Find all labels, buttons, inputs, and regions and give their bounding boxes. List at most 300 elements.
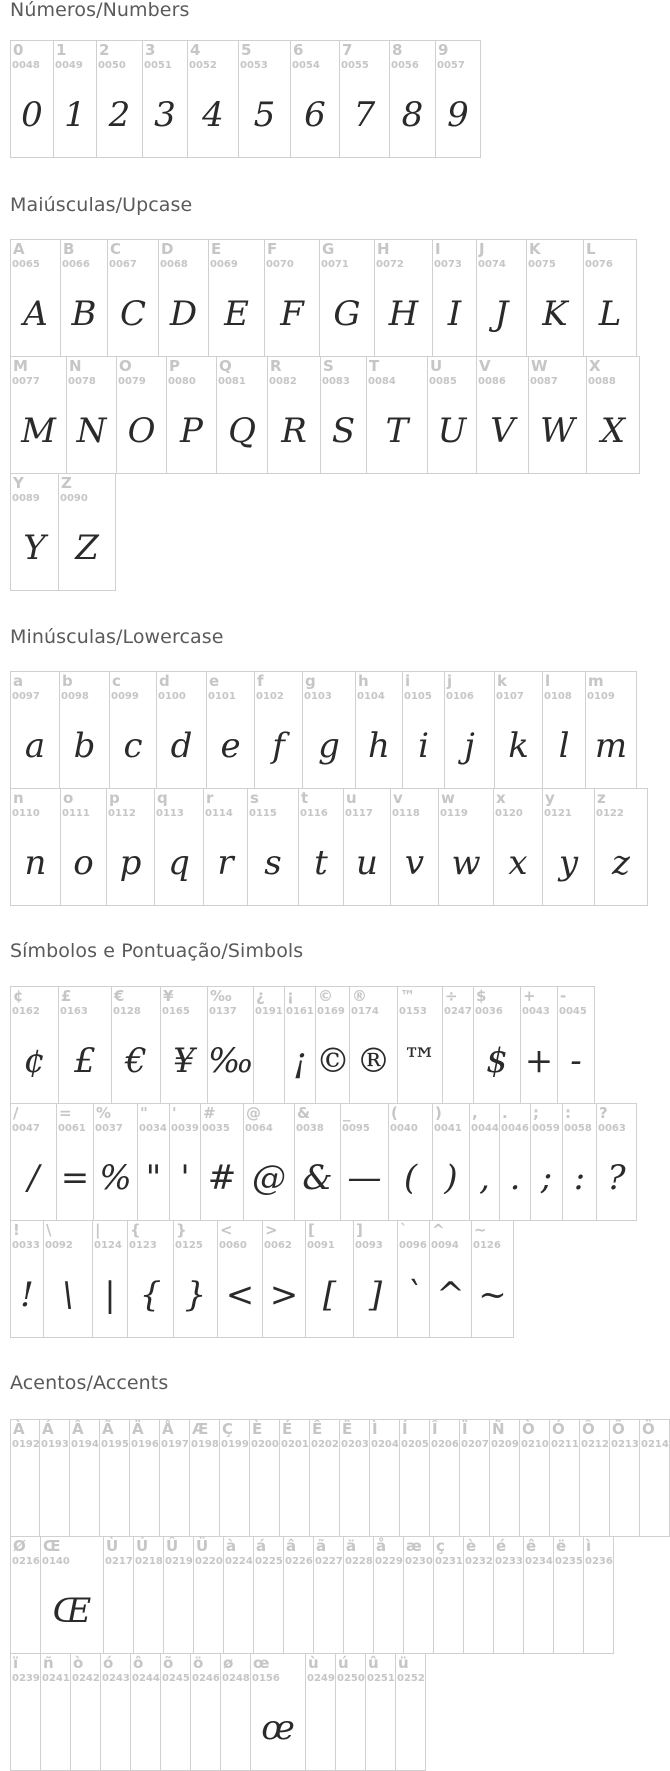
glyph-cell-0116	[298, 788, 344, 906]
character-code: 0037	[95, 1123, 123, 1134]
glyph-sample: Œ	[52, 1591, 92, 1631]
character-code: 0081	[218, 376, 246, 387]
character-code: 0063	[598, 1123, 626, 1134]
glyph-sample: d	[170, 726, 193, 766]
glyph-sample: k	[508, 726, 529, 766]
glyph-cell-0040	[388, 1103, 433, 1221]
character-code: 0251	[367, 1673, 395, 1684]
character-label: /	[13, 1104, 19, 1122]
character-label: Ñ	[492, 1420, 505, 1438]
glyph-cell-0197	[159, 1419, 190, 1537]
glyph-cell-0044	[469, 1103, 500, 1221]
character-code: 0076	[585, 259, 613, 270]
character-label: Á	[42, 1420, 54, 1438]
glyph-cell-0096	[397, 1220, 430, 1338]
character-code: 0220	[195, 1556, 223, 1567]
character-label: ^	[432, 1221, 445, 1239]
character-code: 0051	[144, 60, 172, 71]
glyph-sample: >	[269, 1275, 299, 1315]
glyph-cell-0087	[528, 356, 587, 474]
glyph-cell-0202	[309, 1419, 340, 1537]
character-code: 0100	[158, 691, 186, 702]
glyph-sample: z	[612, 843, 630, 883]
glyph-cell-0058	[562, 1103, 597, 1221]
character-code: 0195	[101, 1439, 129, 1450]
character-code: 0098	[61, 691, 89, 702]
glyph-sample: E	[224, 294, 249, 334]
glyph-cell-0201	[279, 1419, 310, 1537]
character-code: 0200	[251, 1439, 279, 1450]
character-code: 0077	[12, 376, 40, 387]
glyph-cell-0086	[476, 356, 529, 474]
glyph-cell-0233	[493, 1536, 524, 1654]
character-code: 0229	[375, 1556, 403, 1567]
character-label: W	[531, 357, 548, 375]
glyph-cell-0111	[60, 788, 107, 906]
glyph-cell-0119	[438, 788, 494, 906]
character-code: 0193	[41, 1439, 69, 1450]
glyph-sample: 2	[108, 95, 131, 135]
character-code: 0226	[285, 1556, 313, 1567]
glyph-row	[10, 788, 647, 906]
glyph-cell-0108	[542, 671, 586, 789]
character-code: 0117	[345, 808, 373, 819]
character-code: 0207	[461, 1439, 489, 1450]
character-code: 0058	[564, 1123, 592, 1134]
character-code: 0092	[45, 1240, 73, 1251]
character-label: :	[565, 1104, 571, 1122]
glyph-sample: e	[220, 726, 241, 766]
glyph-cell-0236	[583, 1536, 614, 1654]
glyph-sample: <	[225, 1275, 255, 1315]
character-code: 0205	[401, 1439, 429, 1450]
character-code: 0106	[446, 691, 474, 702]
character-code: 0234	[525, 1556, 553, 1567]
character-label: K	[529, 240, 541, 258]
glyph-sample: u	[356, 843, 378, 883]
glyph-cell-0174	[349, 986, 398, 1104]
character-code: 0236	[585, 1556, 613, 1567]
character-code: 0228	[345, 1556, 373, 1567]
glyph-sample: ^	[436, 1275, 465, 1315]
character-label: ç	[436, 1537, 445, 1555]
character-code: 0034	[139, 1123, 167, 1134]
glyph-sample: X	[600, 411, 626, 451]
glyph-cell-0243	[100, 1653, 131, 1771]
character-code: 0044	[471, 1123, 499, 1134]
character-label: ã	[316, 1537, 327, 1555]
character-code: 0120	[495, 808, 523, 819]
character-label: Ü	[196, 1537, 209, 1555]
character-label: Œ	[43, 1537, 61, 1555]
glyph-cell-0123	[127, 1220, 174, 1338]
glyph-sample: \	[62, 1275, 74, 1315]
glyph-sample: a	[24, 726, 46, 766]
glyph-cell-0234	[523, 1536, 554, 1654]
character-label: ô	[133, 1654, 144, 1672]
character-code: 0219	[165, 1556, 193, 1567]
glyph-cell-0055	[339, 40, 390, 158]
glyph-cell-0056	[389, 40, 436, 158]
glyph-sample: i	[418, 726, 429, 766]
glyph-cell-0105	[402, 671, 445, 789]
character-label: !	[13, 1221, 20, 1239]
glyph-sample: P	[180, 411, 203, 451]
character-label: b	[62, 672, 73, 690]
character-label: Å	[162, 1420, 174, 1438]
character-code: 0110	[12, 808, 40, 819]
glyph-sample: r	[217, 843, 234, 883]
character-code: 0211	[551, 1439, 579, 1450]
glyph-sample: 6	[304, 95, 326, 135]
character-code: 0102	[256, 691, 284, 702]
glyph-cell-0098	[59, 671, 110, 789]
glyph-cell-0074	[476, 239, 527, 357]
glyph-sample: =	[60, 1158, 90, 1198]
character-code: 0252	[397, 1673, 425, 1684]
glyph-cell-0089	[10, 473, 59, 591]
glyph-cell-0211	[549, 1419, 580, 1537]
glyph-cell-0065	[10, 239, 61, 357]
glyph-cell-0090	[58, 473, 116, 591]
character-code: 0206	[431, 1439, 459, 1450]
character-label: ó	[103, 1654, 114, 1672]
character-label: m	[588, 672, 604, 690]
character-code: 0162	[12, 1006, 40, 1017]
character-label: I	[435, 240, 441, 258]
character-label: -	[560, 987, 567, 1005]
glyph-cell-0193	[39, 1419, 70, 1537]
character-code: 0050	[98, 60, 126, 71]
glyph-sample: œ	[261, 1708, 295, 1748]
character-code: 0225	[255, 1556, 283, 1567]
character-code: 0235	[555, 1556, 583, 1567]
glyph-sample: £	[74, 1041, 96, 1081]
glyph-sample: Q	[228, 411, 256, 451]
character-code: 0201	[281, 1439, 309, 1450]
character-label: Æ	[192, 1420, 209, 1438]
glyph-sample: 3	[154, 95, 176, 135]
character-label: À	[13, 1420, 25, 1438]
character-code: 0099	[111, 691, 139, 702]
character-label: è	[466, 1537, 477, 1555]
glyph-cell-0079	[116, 356, 167, 474]
glyph-sample: o	[73, 843, 94, 883]
character-code: 0109	[587, 691, 615, 702]
character-label: œ	[253, 1654, 270, 1672]
character-code: 0125	[175, 1240, 203, 1251]
character-label: ö	[193, 1654, 204, 1672]
glyph-cell-0226	[283, 1536, 314, 1654]
character-label: É	[282, 1420, 293, 1438]
character-code: 0121	[544, 808, 572, 819]
glyph-cell-0076	[583, 239, 637, 357]
character-code: 0231	[435, 1556, 463, 1567]
glyph-cell-0091	[305, 1220, 354, 1338]
character-label: <	[220, 1221, 233, 1239]
character-code: 0049	[55, 60, 83, 71]
glyph-cell-0114	[203, 788, 248, 906]
character-code: 0036	[475, 1006, 503, 1017]
character-label: Ã	[102, 1420, 114, 1438]
character-label: Â	[72, 1420, 84, 1438]
glyph-cell-0192	[10, 1419, 40, 1537]
character-label: Ú	[136, 1537, 149, 1555]
glyph-sample: ,	[479, 1158, 490, 1198]
character-code: 0161	[286, 1006, 314, 1017]
glyph-cell-0060	[217, 1220, 263, 1338]
character-label: (	[391, 1104, 398, 1122]
glyph-row	[10, 1653, 425, 1771]
character-code: 0107	[496, 691, 524, 702]
glyph-cell-0248	[220, 1653, 251, 1771]
glyph-cell-0046	[499, 1103, 531, 1221]
glyph-cell-0220	[193, 1536, 224, 1654]
glyph-sample: ®	[356, 1041, 391, 1081]
glyph-cell-0250	[335, 1653, 366, 1771]
character-code: 0202	[311, 1439, 339, 1450]
character-label: )	[435, 1104, 442, 1122]
character-label: z	[597, 789, 606, 807]
section-title-numeros-numbers: Números/Numbers	[10, 0, 190, 21]
character-label: 3	[145, 41, 156, 59]
character-code: 0035	[202, 1123, 230, 1134]
character-code: 0059	[532, 1123, 560, 1134]
character-code: 0045	[559, 1006, 587, 1017]
character-code: 0040	[390, 1123, 418, 1134]
character-code: 0241	[42, 1673, 70, 1684]
glyph-row	[10, 1536, 613, 1654]
section-title-minusculas-lowercase: Minúsculas/Lowercase	[10, 626, 224, 648]
character-label: 7	[342, 41, 353, 59]
glyph-sample: "	[145, 1158, 162, 1198]
character-label: O	[119, 357, 132, 375]
character-label: g	[305, 672, 316, 690]
glyph-sample: t	[314, 843, 328, 883]
glyph-cell-0050	[96, 40, 143, 158]
character-code: 0053	[240, 60, 268, 71]
glyph-sample: ‰	[208, 1041, 254, 1081]
character-code: 0203	[341, 1439, 369, 1450]
character-label: 1	[56, 41, 67, 59]
glyph-sample: T	[385, 411, 409, 451]
glyph-sample: 8	[401, 95, 424, 135]
character-label: D	[161, 240, 174, 258]
glyph-sample: b	[73, 726, 96, 766]
glyph-sample: V	[490, 411, 515, 451]
glyph-cell-0169	[315, 986, 350, 1104]
glyph-cell-0228	[343, 1536, 374, 1654]
glyph-sample: j	[464, 726, 475, 766]
character-label: 8	[392, 41, 403, 59]
character-code: 0209	[491, 1439, 519, 1450]
character-label: 9	[438, 41, 449, 59]
glyph-cell-0041	[432, 1103, 470, 1221]
glyph-cell-0083	[320, 356, 367, 474]
glyph-sample: m	[594, 726, 628, 766]
character-code: 0196	[131, 1439, 159, 1450]
character-label: V	[479, 357, 491, 375]
character-label: =	[59, 1104, 72, 1122]
character-label: ©	[318, 987, 333, 1005]
character-code: 0115	[249, 808, 277, 819]
character-label: M	[13, 357, 28, 375]
glyph-cell-0092	[43, 1220, 93, 1338]
glyph-cell-0200	[249, 1419, 280, 1537]
character-label: j	[447, 672, 453, 690]
character-label: _	[343, 1104, 351, 1122]
character-label: k	[497, 672, 507, 690]
glyph-cell-0210	[519, 1419, 550, 1537]
character-code: 0128	[113, 1006, 141, 1017]
character-code: 0243	[102, 1673, 130, 1684]
glyph-cell-0195	[99, 1419, 130, 1537]
character-code: 0101	[208, 691, 236, 702]
glyph-cell-0075	[526, 239, 584, 357]
glyph-cell-0100	[156, 671, 207, 789]
character-label: Î	[432, 1420, 438, 1438]
glyph-cell-0191	[253, 986, 285, 1104]
character-label: Ö	[642, 1420, 655, 1438]
section-title-simbolos-e-pontuacao-simbols: Símbolos e Pontuação/Simbols	[10, 940, 304, 962]
glyph-cell-0165	[160, 986, 208, 1104]
character-code: 0033	[12, 1240, 40, 1251]
glyph-cell-0128	[111, 986, 161, 1104]
glyph-cell-0035	[200, 1103, 244, 1221]
glyph-cell-0213	[609, 1419, 640, 1537]
section-title-maiusculas-upcase: Maiúsculas/Upcase	[10, 194, 193, 216]
glyph-cell-0085	[427, 356, 477, 474]
glyph-cell-0038	[294, 1103, 341, 1221]
character-label: Z	[61, 474, 72, 492]
character-code: 0085	[429, 376, 457, 387]
glyph-sample: g	[318, 726, 340, 766]
glyph-cell-0107	[494, 671, 543, 789]
character-code: 0088	[588, 376, 616, 387]
glyph-cell-0082	[267, 356, 321, 474]
character-code: 0103	[304, 691, 332, 702]
character-label: p	[109, 789, 120, 807]
glyph-sample: H	[388, 294, 419, 334]
character-code: 0083	[322, 376, 350, 387]
character-code: 0137	[209, 1006, 237, 1017]
glyph-sample: I	[447, 294, 462, 334]
glyph-cell-0125	[173, 1220, 218, 1338]
glyph-cell-0247	[442, 986, 474, 1104]
character-code: 0084	[368, 376, 396, 387]
glyph-sample: '	[180, 1158, 190, 1198]
character-label: q	[157, 789, 168, 807]
glyph-cell-0230	[403, 1536, 434, 1654]
character-code: 0086	[478, 376, 506, 387]
character-label: ø	[223, 1654, 234, 1672]
character-code: 0094	[431, 1240, 459, 1251]
character-label: ~	[474, 1221, 487, 1239]
glyph-row	[10, 356, 639, 474]
glyph-cell-0059	[530, 1103, 563, 1221]
character-code: 0122	[596, 808, 624, 819]
character-code: 0104	[357, 691, 385, 702]
glyph-cell-0078	[66, 356, 117, 474]
character-label: $	[476, 987, 487, 1005]
character-code: 0198	[191, 1439, 219, 1450]
character-code: 0245	[162, 1673, 190, 1684]
glyph-cell-0242	[70, 1653, 101, 1771]
character-code: 0191	[255, 1006, 283, 1017]
glyph-sample: W	[540, 411, 575, 451]
glyph-cell-0094	[429, 1220, 472, 1338]
character-code: 0204	[371, 1439, 399, 1450]
glyph-sample: 4	[202, 95, 224, 135]
glyph-sample: y	[558, 843, 579, 883]
glyph-sample: S	[331, 411, 356, 451]
glyph-sample: K	[542, 294, 568, 334]
character-code: 0074	[478, 259, 506, 270]
character-label: Q	[219, 357, 232, 375]
character-code: 0250	[337, 1673, 365, 1684]
glyph-row	[10, 40, 480, 158]
character-label: Ä	[132, 1420, 144, 1438]
character-label: U	[430, 357, 443, 375]
glyph-sample: ¡	[293, 1041, 307, 1081]
glyph-row	[10, 473, 115, 591]
glyph-cell-0205	[399, 1419, 430, 1537]
glyph-cell-0118	[390, 788, 439, 906]
glyph-sample: h	[368, 726, 390, 766]
character-label: ú	[338, 1654, 349, 1672]
glyph-row	[10, 1419, 669, 1537]
character-label: Ù	[106, 1537, 119, 1555]
glyph-cell-0249	[305, 1653, 336, 1771]
glyph-sample: —	[347, 1158, 382, 1198]
character-label: Í	[402, 1420, 408, 1438]
glyph-cell-0196	[129, 1419, 160, 1537]
section-title-acentos-accents: Acentos/Accents	[10, 1372, 169, 1394]
character-label: s	[250, 789, 259, 807]
glyph-cell-0245	[160, 1653, 191, 1771]
glyph-cell-0207	[459, 1419, 490, 1537]
glyph-cell-0037	[93, 1103, 138, 1221]
glyph-cell-0057	[435, 40, 481, 158]
glyph-cell-0126	[471, 1220, 514, 1338]
glyph-sample: M	[21, 411, 56, 451]
character-label: P	[169, 357, 180, 375]
glyph-sample: Z	[75, 528, 99, 568]
glyph-cell-0106	[444, 671, 495, 789]
glyph-sample: [	[322, 1275, 337, 1315]
glyph-sample: A	[23, 294, 48, 334]
glyph-cell-0048	[10, 40, 54, 158]
character-label: y	[545, 789, 555, 807]
glyph-sample: s	[264, 843, 282, 883]
character-label: o	[63, 789, 74, 807]
character-code: 0216	[12, 1556, 40, 1567]
glyph-cell-0122	[594, 788, 648, 906]
character-code: 0165	[162, 1006, 190, 1017]
character-code: 0249	[307, 1673, 335, 1684]
glyph-sample: ¢	[23, 1041, 46, 1081]
glyph-sample: 7	[353, 95, 376, 135]
glyph-cell-0051	[142, 40, 188, 158]
character-code: 0227	[315, 1556, 343, 1567]
character-label: T	[369, 357, 380, 375]
character-label: Ì	[372, 1420, 378, 1438]
glyph-sample: 0	[21, 95, 43, 135]
glyph-sample: ;	[540, 1158, 553, 1198]
glyph-cell-0084	[366, 356, 428, 474]
character-label: 5	[241, 41, 252, 59]
character-label: i	[405, 672, 411, 690]
